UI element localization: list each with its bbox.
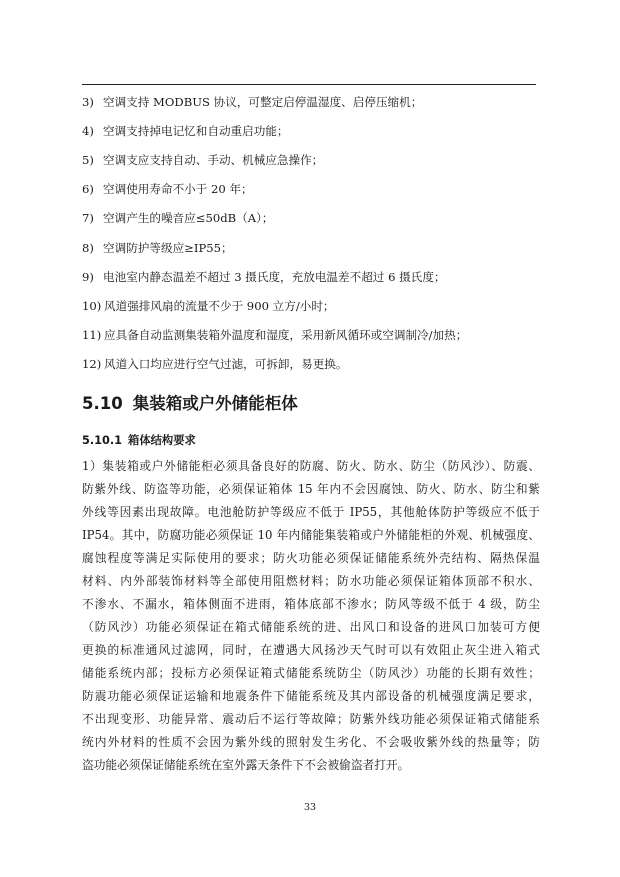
list-item-number: 5) — [82, 153, 94, 168]
list-item-text: 电池室内静态温差不超过 3 摄氏度，充放电温差不超过 6 摄氏度； — [103, 269, 446, 284]
list-item — [82, 350, 542, 379]
list-item-text: 空调使用寿命不小于 20 年； — [103, 182, 253, 197]
paragraph-line: IP54。其中，防腐功能必须保证 10 年内储能集装箱或户外储能柜的外观、机械强度、 — [82, 528, 540, 542]
paragraph-line: 1）集装箱或户外储能柜必须具备良好的防腐、防火、防水、防尘（防风沙）、防震、 — [82, 459, 540, 473]
list-item — [82, 321, 542, 350]
list-item — [82, 117, 542, 146]
paragraph-line: 统内外材料的性质不会因为紫外线的照射发生劣化、不会吸收紫外线的热量等；防 — [82, 735, 540, 749]
list-item — [82, 204, 542, 233]
section-heading — [82, 393, 298, 415]
paragraph-line: 防震功能必须保证运输和地震条件下储能系统及其内部设备的机械强度满足要求， — [82, 689, 540, 703]
paragraph-line: 防紫外线、防盗等功能，必须保证箱体 15 年内不会因腐蚀、防火、防水、防尘和紫 — [82, 482, 540, 496]
paragraph-line: 不出现变形、功能异常、震动后不运行等故障；防紫外线功能必须保证箱式储能系 — [82, 712, 540, 726]
list-item — [82, 263, 542, 292]
list-item — [82, 175, 542, 204]
list-item — [82, 146, 542, 175]
requirements-list — [82, 88, 542, 379]
page-number: 33 — [303, 802, 317, 813]
list-item-number: 11) — [82, 327, 102, 342]
list-item-text: 空调产生的噪音应≤50dB（A）； — [103, 211, 274, 226]
list-item-number: 10) — [82, 298, 102, 313]
paragraph-line: 外线等因素出现故障。电池舱防护等级应不低于 IP55，其他舱体防护等级应不低于 — [82, 505, 540, 519]
subsection-heading — [82, 433, 196, 449]
paragraph-line: （防风沙）功能必须保证在箱式储能系统的进、出风口和设备的进风口加装可方便 — [82, 620, 540, 634]
list-item-number: 12) — [82, 356, 102, 371]
paragraph-line: 储能系统内部；投标方必须保证箱式储能系统防尘（防风沙）功能的长期有效性； — [82, 666, 540, 680]
list-item-number: 6) — [82, 182, 94, 197]
subsection-number: 5.10.1 — [82, 434, 123, 447]
list-item-text: 空调防护等级应≥IP55； — [103, 240, 233, 255]
list-item-number: 8) — [82, 240, 94, 255]
list-item — [82, 233, 542, 262]
section-title: 集装箱或户外储能柜体 — [132, 394, 298, 413]
subsection-title: 箱体结构要求 — [128, 434, 196, 447]
list-item — [82, 292, 542, 321]
paragraph-line: 更换的标准通风过滤网，同时，在遭遇大风扬沙天气时可以有效阻止灰尘进入箱式 — [82, 643, 540, 657]
list-item-text: 风道入口均应进行空气过滤，可拆卸，易更换。 — [104, 356, 348, 371]
list-item — [82, 88, 542, 117]
list-item-text: 空调支应支持自动、手动、机械应急操作； — [103, 153, 324, 168]
section-number: 5.10 — [82, 394, 123, 413]
list-item-text: 空调支持掉电记忆和自动重启功能； — [103, 124, 289, 139]
list-item-number: 3) — [82, 95, 94, 110]
header-rule — [82, 84, 536, 85]
list-item-text: 空调支持 MODBUS 协议，可整定启停温湿度、启停压缩机； — [103, 95, 423, 110]
paragraph-line: 盗功能必须保证储能系统在室外露天条件下不会被偷盗者打开。 — [82, 758, 410, 772]
body-paragraph — [82, 455, 540, 777]
paragraph-line: 不渗水、不漏水，箱体侧面不进雨，箱体底部不渗水；防风等级不低于 4 级，防尘 — [82, 597, 540, 611]
list-item-number: 9) — [82, 269, 94, 284]
paragraph-line: 腐蚀程度等满足实际使用的要求；防火功能必须保证储能系统外壳结构、隔热保温 — [82, 551, 540, 565]
list-item-number: 7) — [82, 211, 94, 226]
list-item-text: 应具备自动监测集装箱外温度和湿度，采用新风循环或空调制冷/加热； — [104, 327, 468, 342]
list-item-text: 风道强排风扇的流量不少于 900 立方/小时； — [104, 298, 335, 313]
list-item-number: 4) — [82, 124, 94, 139]
paragraph-line: 材料、内外部装饰材料等全部使用阻燃材料；防水功能必须保证箱体顶部不积水、 — [82, 574, 540, 588]
